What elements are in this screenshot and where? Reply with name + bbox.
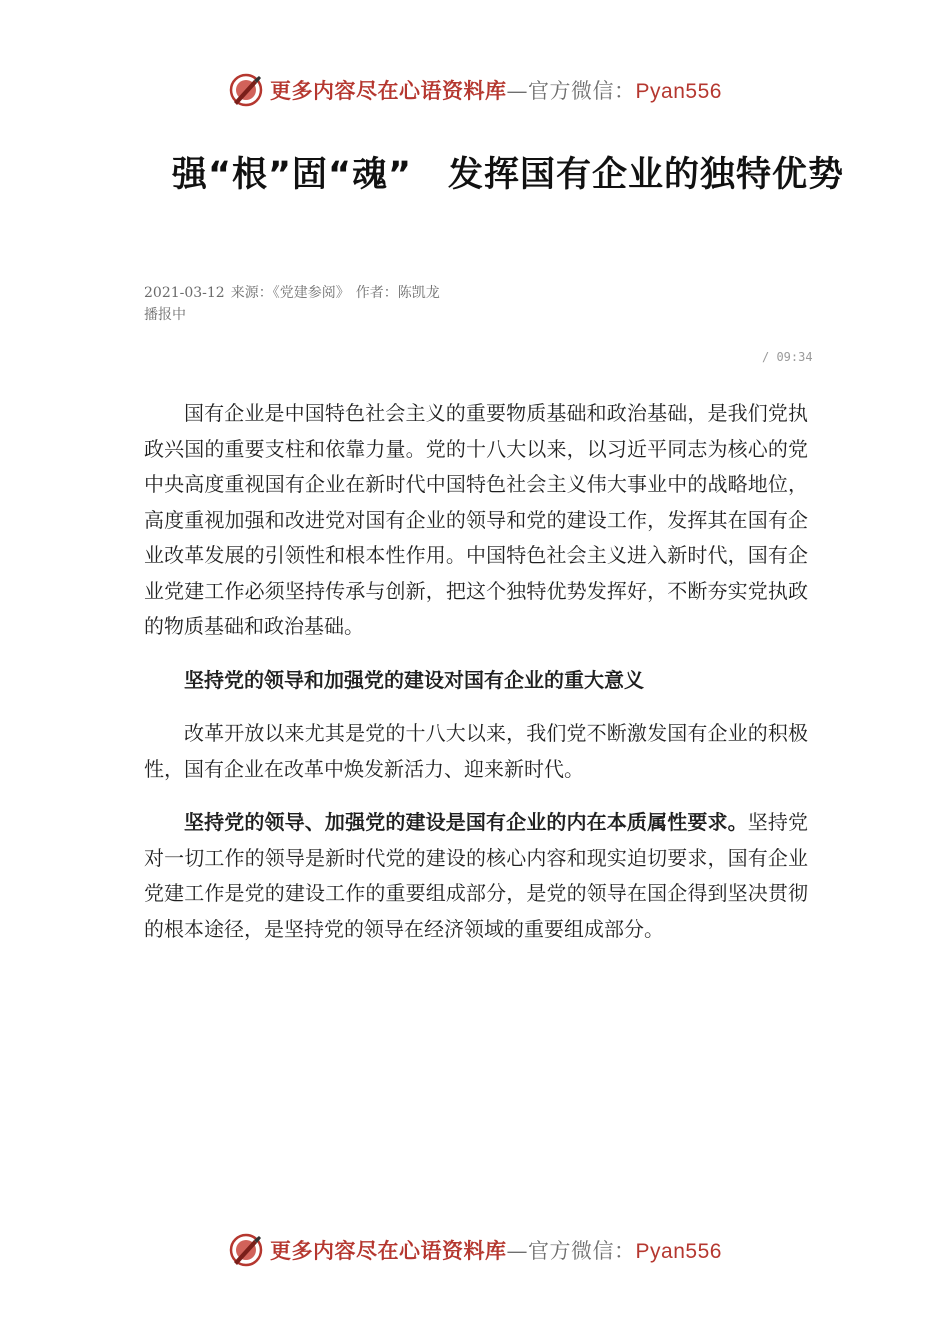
paragraph-lead-bold: 坚持党的领导、加强党的建设是国有企业的内在本质属性要求。 (184, 810, 748, 834)
audio-status[interactable]: 播报中 (144, 307, 186, 323)
article-author: 作者：陈凯龙 (355, 285, 440, 301)
watermark-separator: — (506, 1239, 529, 1263)
article-date: 2021-03-12 (144, 285, 225, 301)
paragraph-body: 坚持党对一切工作的领导是新时代党的建设的核心内容和现实迫切要求，国有企业党建工作是党的建设工作的重要组成部分，是党的领导在国企得到坚决贯彻的根本途径，是坚持党的领导在经济领域的重要组成部分。 (144, 810, 809, 941)
bottom-watermark (0, 1232, 950, 1268)
watermark-text (270, 1235, 722, 1265)
watermark-text (270, 75, 722, 105)
watermark-brand: 更多内容尽在心语资料库 (270, 78, 507, 103)
watermark-wechat-label: 官方微信： (528, 79, 636, 103)
paragraph-leadership (144, 805, 808, 947)
top-watermark (0, 72, 950, 108)
watermark-wechat-id: Pyan556 (635, 80, 722, 103)
paragraph-intro: 国有企业是中国特色社会主义的重要物质基础和政治基础，是我们党执政兴国的重要支柱和依靠力量。党的十八大以来，以习近平同志为核心的党中央高度重视国有企业在新时代中国特色社会主义伟大事业中的战略地位，高度重视加强和改进党对国有企业的领导和党的建设工作，发挥其在国有企业改革发展的引领性和根本性作用。中国特色社会主义进入新时代，国有企业党建工作必须坚持传承与创新，把这个独特优势发挥好，不断夯实党执政的物质基础和政治基础。 (144, 401, 808, 638)
article-title: 强“根”固“魂” 发挥国有企业的独特优势 (172, 155, 845, 195)
audio-time: / 09:34 (762, 350, 813, 364)
pen-seal-icon (228, 72, 264, 108)
article-body (144, 396, 808, 965)
section-heading: 坚持党的领导和加强党的建设对国有企业的重大意义 (184, 667, 644, 692)
pen-seal-icon (228, 1232, 264, 1268)
article-source: 来源：《党建参阅》 (230, 285, 350, 301)
watermark-wechat-label: 官方微信： (528, 1239, 636, 1263)
watermark-wechat-id: Pyan556 (635, 1240, 722, 1263)
watermark-separator: — (506, 79, 529, 103)
meta-line (144, 282, 446, 304)
paragraph-reform: 改革开放以来尤其是党的十八大以来，我们党不断激发国有企业的积极性，国有企业在改革中焕发新活力、迎来新时代。 (144, 721, 808, 781)
article-meta (144, 282, 446, 326)
watermark-brand: 更多内容尽在心语资料库 (270, 1238, 507, 1263)
